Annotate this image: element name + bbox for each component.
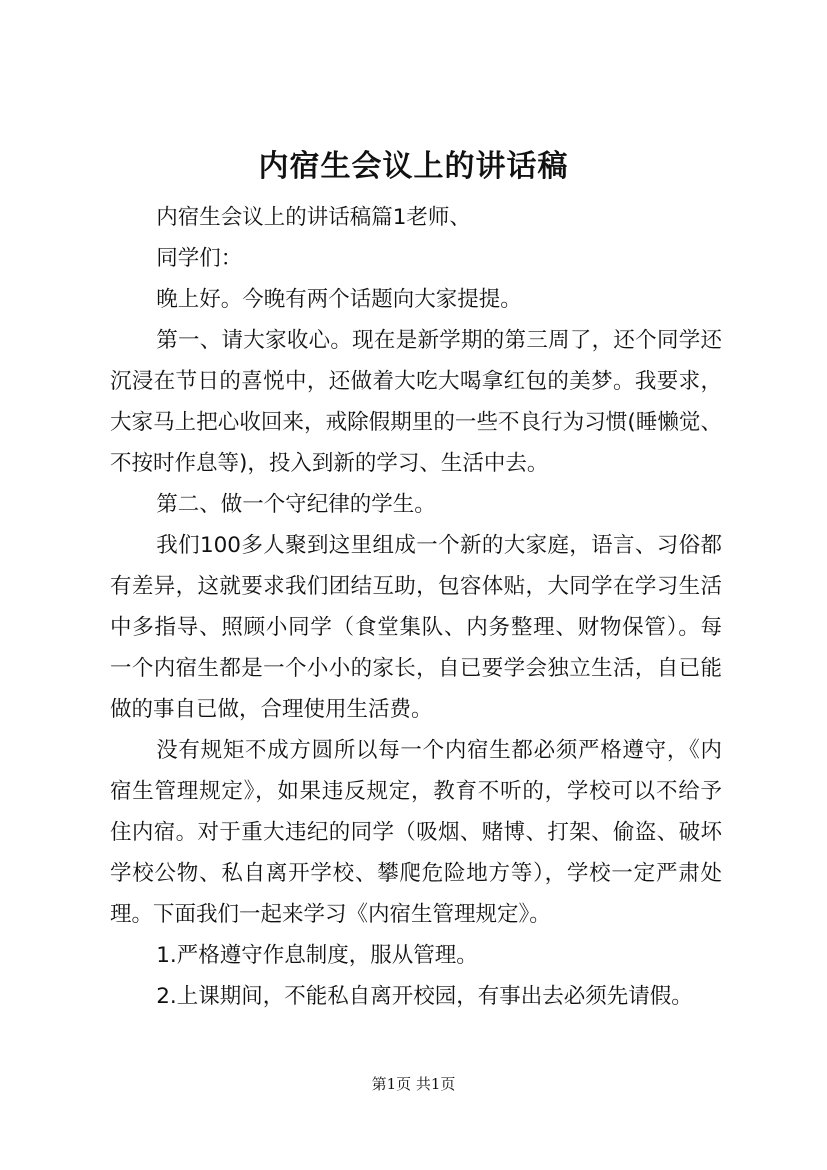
paragraph: 第一、请大家收心。现在是新学期的第三周了，还个同学还沉浸在节日的喜悦中，还做着大吃大喝拿红包的美梦。我要求，大家马上把心收回来，戒除假期里的一些不良行为习惯(睡懒觉、不按时作息等)，投入到新的学习、生活中去。 [110,328,722,476]
document-title: 内宿生会议上的讲话稿 [258,149,569,184]
document-body [110,197,722,1017]
paragraph: 2.上课期间，不能私自离开校园，有事出去必须先请假。 [156,984,693,1009]
paragraph: 同学们： [156,246,243,271]
paragraph: 内宿生会议上的讲话稿篇1老师、 [156,205,471,230]
paragraph: 没有规矩不成方圆所以每一个内宿生都必须严格遵守，《内宿生管理规定》，如果违反规定，教育不听的，学校可以不给予住内宿。对于重大违纪的同学（吸烟、赌博、打架、偷盗、破坏学校公物、私自离开学校、攀爬危险地方等），学校一定严肃处理。下面我们一起来学习《内宿生管理规定》。 [110,738,722,927]
paragraph: 晚上好。今晚有两个话题向大家提提。 [156,287,522,312]
paragraph: 1.严格遵守作息制度，服从管理。 [156,943,478,968]
page-number: 第1页 共1页 [371,1075,456,1093]
paragraph: 我们100多人聚到这里组成一个新的大家庭，语言、习俗都有差异，这就要求我们团结互助，包容体贴，大同学在学习生活中多指导、照顾小同学（食堂集队、内务整理、财物保管）。每一个内宿生都是一个小小的家长，自已要学会独立生活，自已能做的事自已做，合理使用生活费。 [110,533,722,722]
paragraph: 第二、做一个守纪律的学生。 [156,492,436,517]
